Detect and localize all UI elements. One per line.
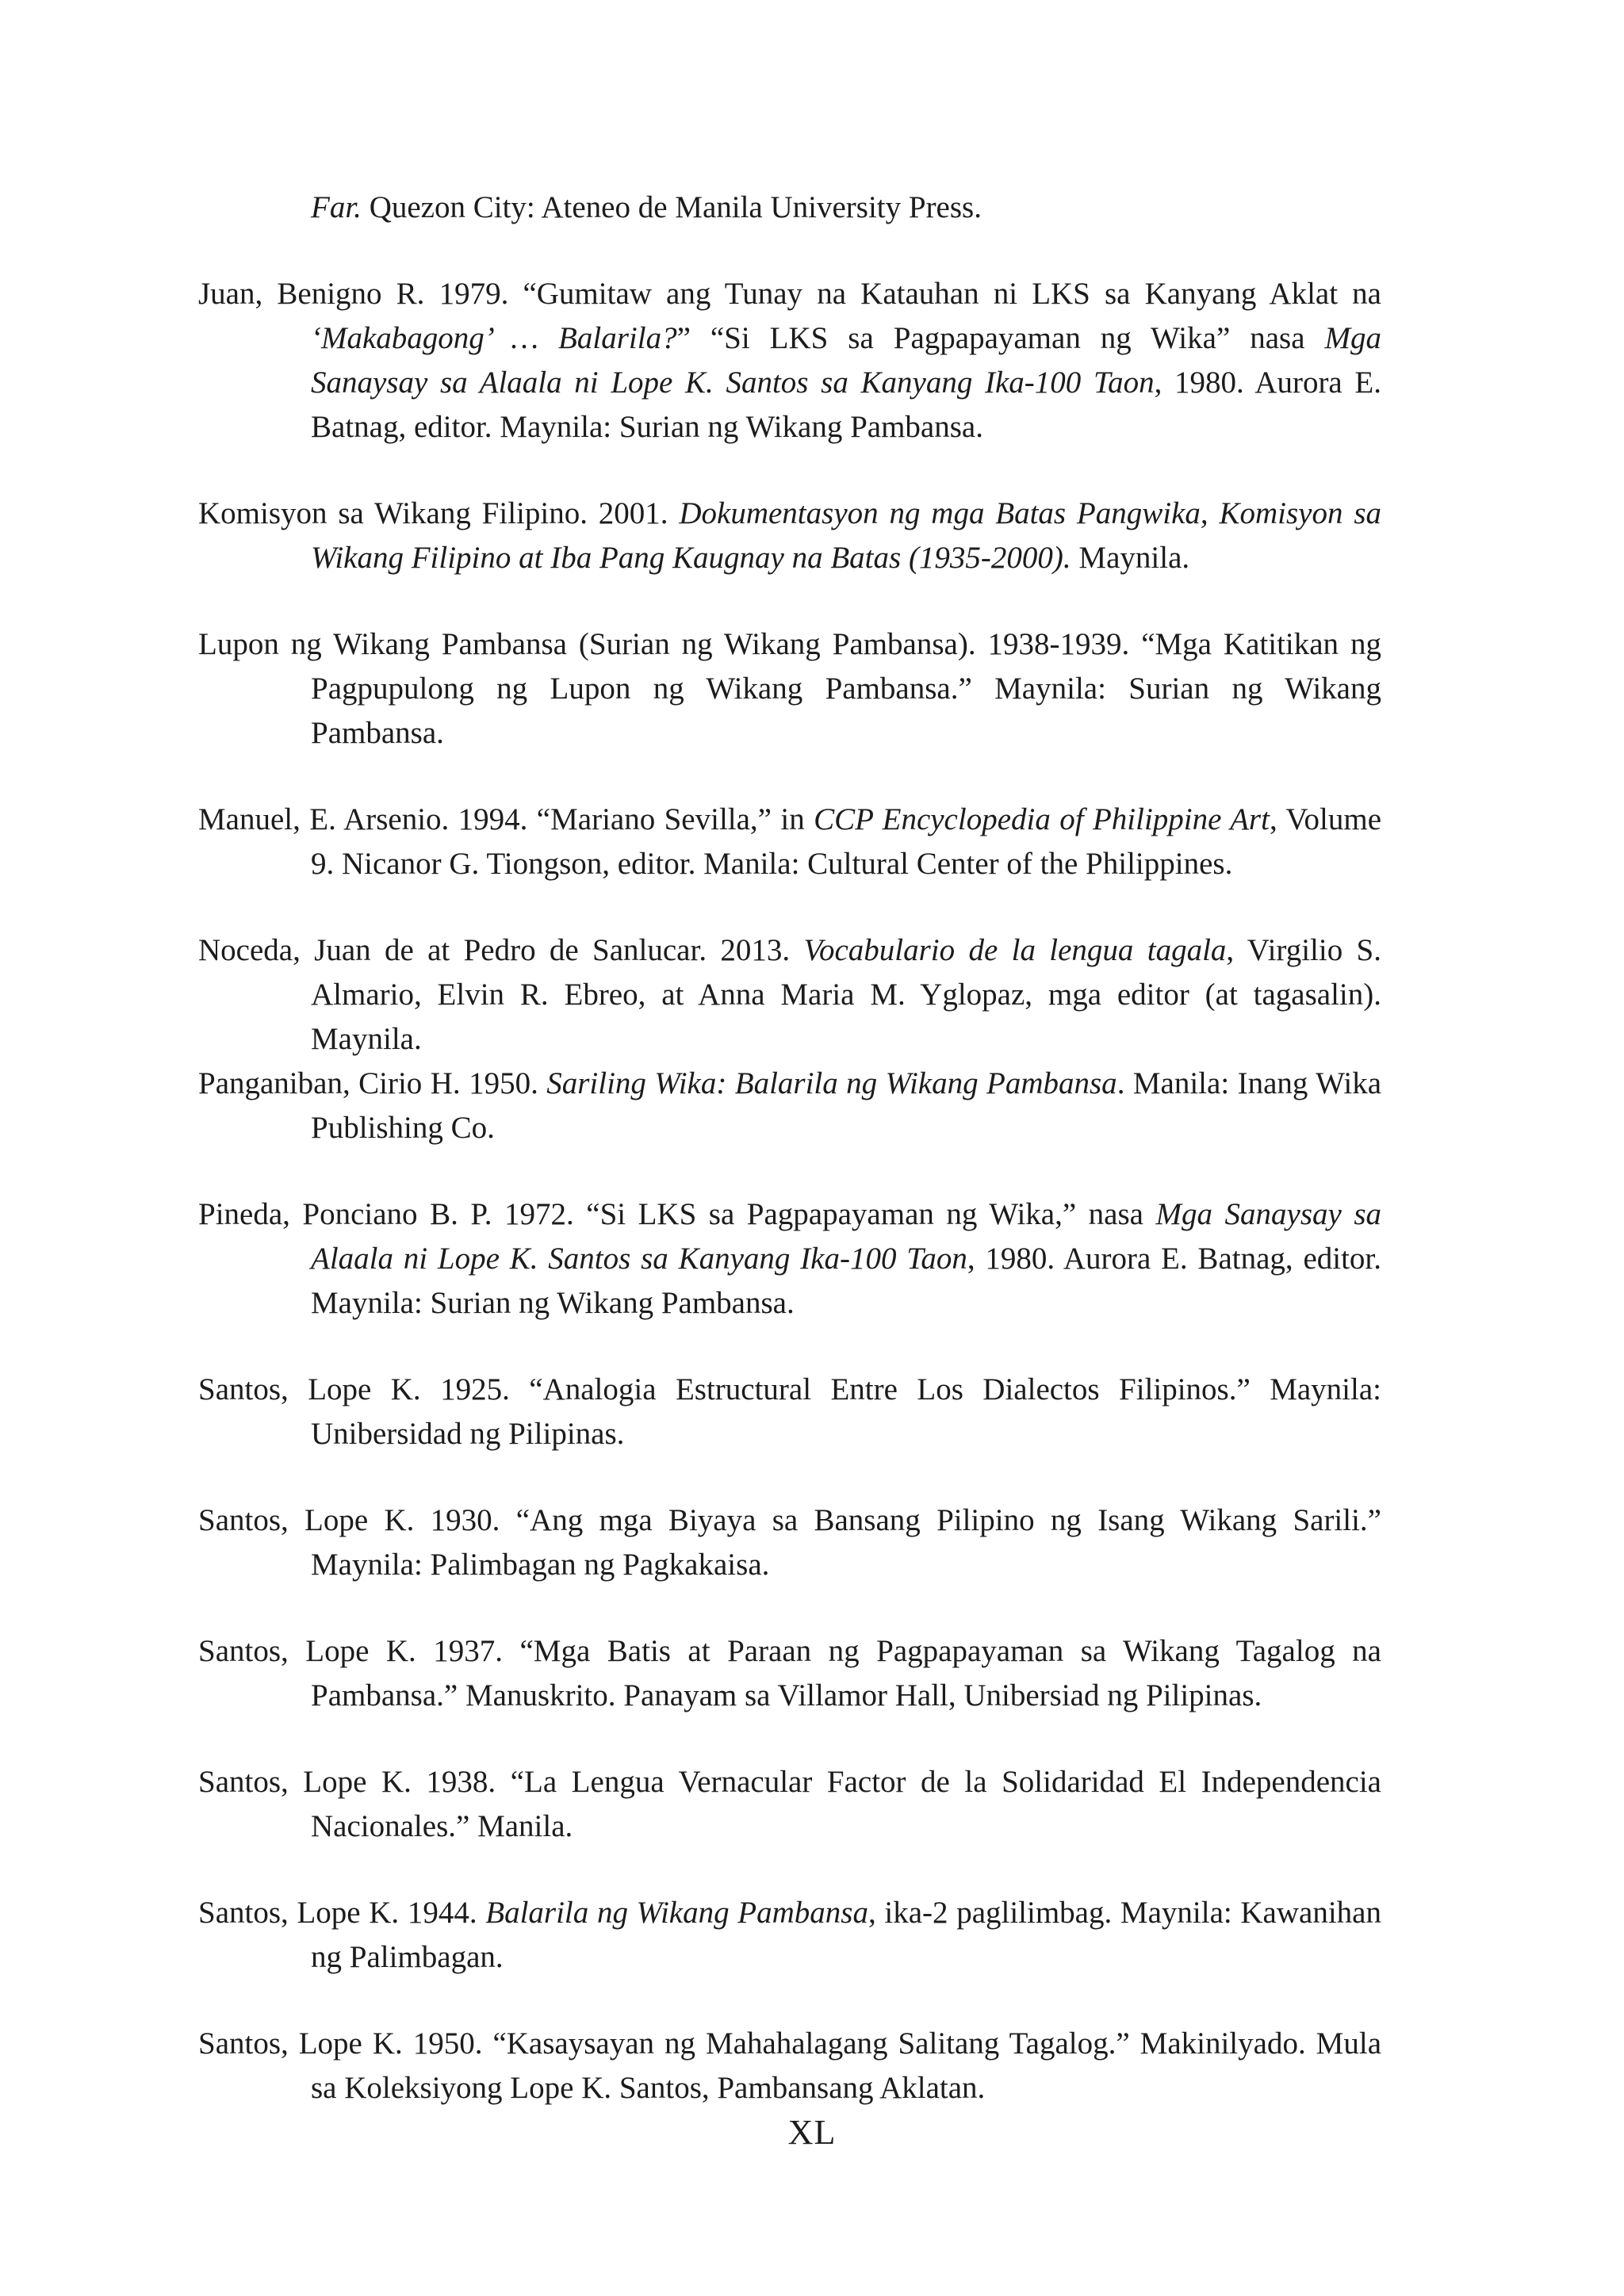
entry-text: Santos, Lope K. 1950. “Kasaysayan ng Mahahalagang Salitang Tagalog.” Makinilyado. Mula sa Koleksiyong Lope K. Santos, Pambansang Aklatan. (198, 2026, 1381, 2105)
italic-title: Far. (311, 190, 362, 224)
entry-text: Quezon City: Ateneo de Manila University Press. (361, 190, 982, 224)
entry-text: Santos, Lope K. 1930. “Ang mga Biyaya sa Bansang Pilipino ng Isang Wikang Sarili.” Maynila: Palimbagan ng Pagkakaisa. (198, 1503, 1381, 1582)
bibliography-entry (198, 622, 1381, 756)
entry-text: , ika-2 paglilimbag. Maynila: Kawanihan ng Palimbagan. (311, 1896, 1381, 1974)
bibliography-entry (198, 928, 1381, 1062)
italic-title: ‘Makabagong’ … Balarila? (311, 321, 677, 355)
entry-text: Santos, Lope K. 1925. “Analogia Estructural Entre Los Dialectos Filipinos.” Maynila: Unibersidad ng Pilipinas. (198, 1372, 1381, 1451)
bibliography-entry (198, 1891, 1381, 1980)
italic-title: Mga Sanaysay sa Alaala ni Lope K. Santos sa Kanyang Ika-100 Taon (311, 321, 1381, 400)
bibliography-entry (198, 2022, 1381, 2110)
entry-text: Santos, Lope K. 1938. “La Lengua Vernacular Factor de la Solidaridad El Independencia Nacionales.” Manila. (198, 1765, 1381, 1843)
bibliography-entry (198, 272, 1381, 450)
italic-title: Mga Sanaysay sa Alaala ni Lope K. Santos sa Kanyang Ika-100 Taon (311, 1197, 1381, 1276)
italic-title: CCP Encyclopedia of Philippine Art (814, 802, 1270, 836)
bibliography-list (198, 186, 1381, 2110)
bibliography-entry (198, 1498, 1381, 1587)
italic-title: Dokumentasyon ng mga Batas Pangwika, Komisyon sa Wikang Filipino at Iba Pang Kaugnay na Batas (1935-2000). (311, 496, 1381, 575)
entry-text: ” “Si LKS sa Pagpapayaman ng Wika” nasa (676, 321, 1325, 355)
entry-text: Komisyon sa Wikang Filipino. 2001. (198, 496, 680, 530)
entry-text: Panganiban, Cirio H. 1950. (198, 1066, 547, 1100)
bibliography-entry (198, 492, 1381, 580)
entry-text: Maynila. (1071, 541, 1190, 575)
entry-text: Manuel, E. Arsenio. 1994. “Mariano Sevilla,” in (198, 802, 814, 836)
page-number: XL (787, 2113, 837, 2152)
entry-text: , Virgilio S. Almario, Elvin R. Ebreo, at Anna Maria M. Yglopaz, mga editor (at tagasalin). Maynila. (311, 933, 1381, 1056)
italic-title: Sariling Wika: Balarila ng Wikang Pambansa (546, 1066, 1117, 1100)
entry-text: Noceda, Juan de at Pedro de Sanlucar. 2013. (198, 933, 804, 967)
entry-text: , 1980. Aurora E. Batnag, editor. Maynila: Surian ng Wikang Pambansa. (311, 365, 1381, 444)
bibliography-entry (198, 1368, 1381, 1456)
entry-text: , Volume 9. Nicanor G. Tiongson, editor. Manila: Cultural Center of the Philippines. (311, 802, 1381, 881)
italic-title: Vocabulario de la lengua tagala (803, 933, 1227, 967)
entry-text: Santos, Lope K. 1944. (198, 1896, 486, 1930)
italic-title: Balarila ng Wikang Pambansa (485, 1896, 868, 1930)
bibliography-entry (198, 1062, 1381, 1150)
bibliography-entry (198, 1192, 1381, 1326)
entry-text: . Manila: Inang Wika Publishing Co. (311, 1066, 1382, 1145)
entry-text: Lupon ng Wikang Pambansa (Surian ng Wikang Pambansa). 1938-1939. “Mga Katitikan ng Pagpupulong ng Lupon ng Wikang Pambansa.” Maynila: Surian ng Wikang Pambansa. (198, 627, 1381, 750)
entry-text: Pineda, Ponciano B. P. 1972. “Si LKS sa Pagpapayaman ng Wika,” nasa (198, 1197, 1156, 1231)
entry-text: Santos, Lope K. 1937. “Mga Batis at Paraan ng Pagpapayaman sa Wikang Tagalog na Pambansa.” Manuskrito. Panayam sa Villamor Hall, Unibersiad ng Pilipinas. (198, 1634, 1381, 1712)
bibliography-entry-continuation (198, 186, 1381, 230)
bibliography-entry (198, 1760, 1381, 1849)
entry-text: , 1980. Aurora E. Batnag, editor. Maynila: Surian ng Wikang Pambansa. (311, 1242, 1382, 1320)
bibliography-entry (198, 1629, 1381, 1718)
entry-text: Juan, Benigno R. 1979. “Gumitaw ang Tunay na Katauhan ni LKS sa Kanyang Aklat na (198, 277, 1381, 311)
bibliography-entry (198, 798, 1381, 886)
